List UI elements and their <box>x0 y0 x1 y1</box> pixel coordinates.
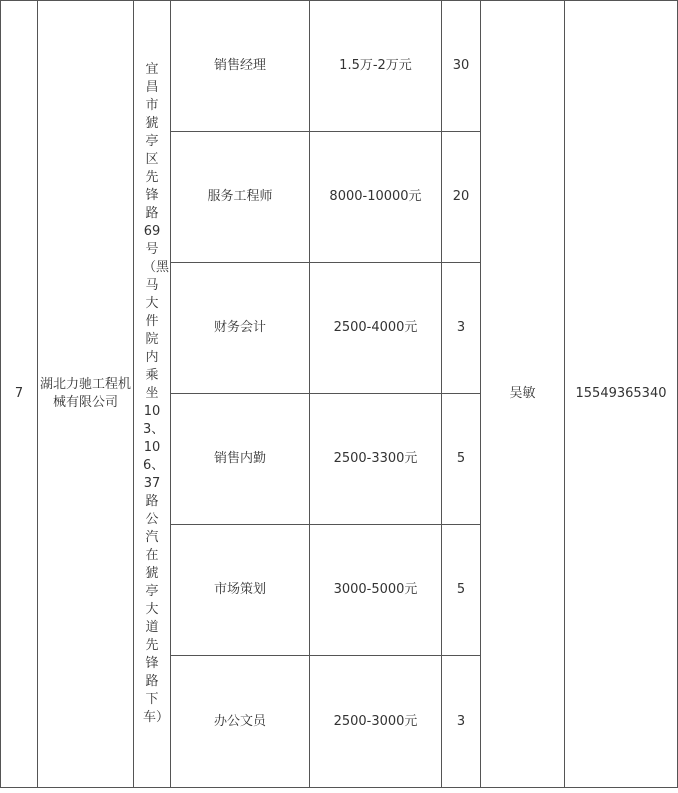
job-salary: 1.5万-2万元 <box>310 1 442 132</box>
job-salary: 2500-3300元 <box>310 394 442 525</box>
job-title: 销售内勤 <box>171 394 310 525</box>
company-name: 湖北力驰工程机械有限公司 <box>38 1 134 788</box>
job-salary: 8000-10000元 <box>310 132 442 263</box>
address-text: 宜昌市猇亭区先锋路69号（黑马大件院内乘坐103、106、37路公汽在猇亭大道先锋路下车） <box>143 62 170 725</box>
job-title: 服务工程师 <box>171 132 310 263</box>
job-title: 财务会计 <box>171 263 310 394</box>
contact-phone: 15549365340 <box>565 1 678 788</box>
row-index: 7 <box>1 1 38 788</box>
job-count: 5 <box>442 394 481 525</box>
job-count: 5 <box>442 525 481 656</box>
job-salary: 2500-3000元 <box>310 656 442 788</box>
job-salary: 2500-4000元 <box>310 263 442 394</box>
company-address <box>134 1 171 788</box>
job-title: 办公文员 <box>171 656 310 788</box>
job-count: 20 <box>442 132 481 263</box>
job-title: 销售经理 <box>171 1 310 132</box>
job-salary: 3000-5000元 <box>310 525 442 656</box>
contact-person: 吴敏 <box>481 1 565 788</box>
job-count: 30 <box>442 1 481 132</box>
job-title: 市场策划 <box>171 525 310 656</box>
job-count: 3 <box>442 656 481 788</box>
job-count: 3 <box>442 263 481 394</box>
table-row <box>1 1 678 132</box>
